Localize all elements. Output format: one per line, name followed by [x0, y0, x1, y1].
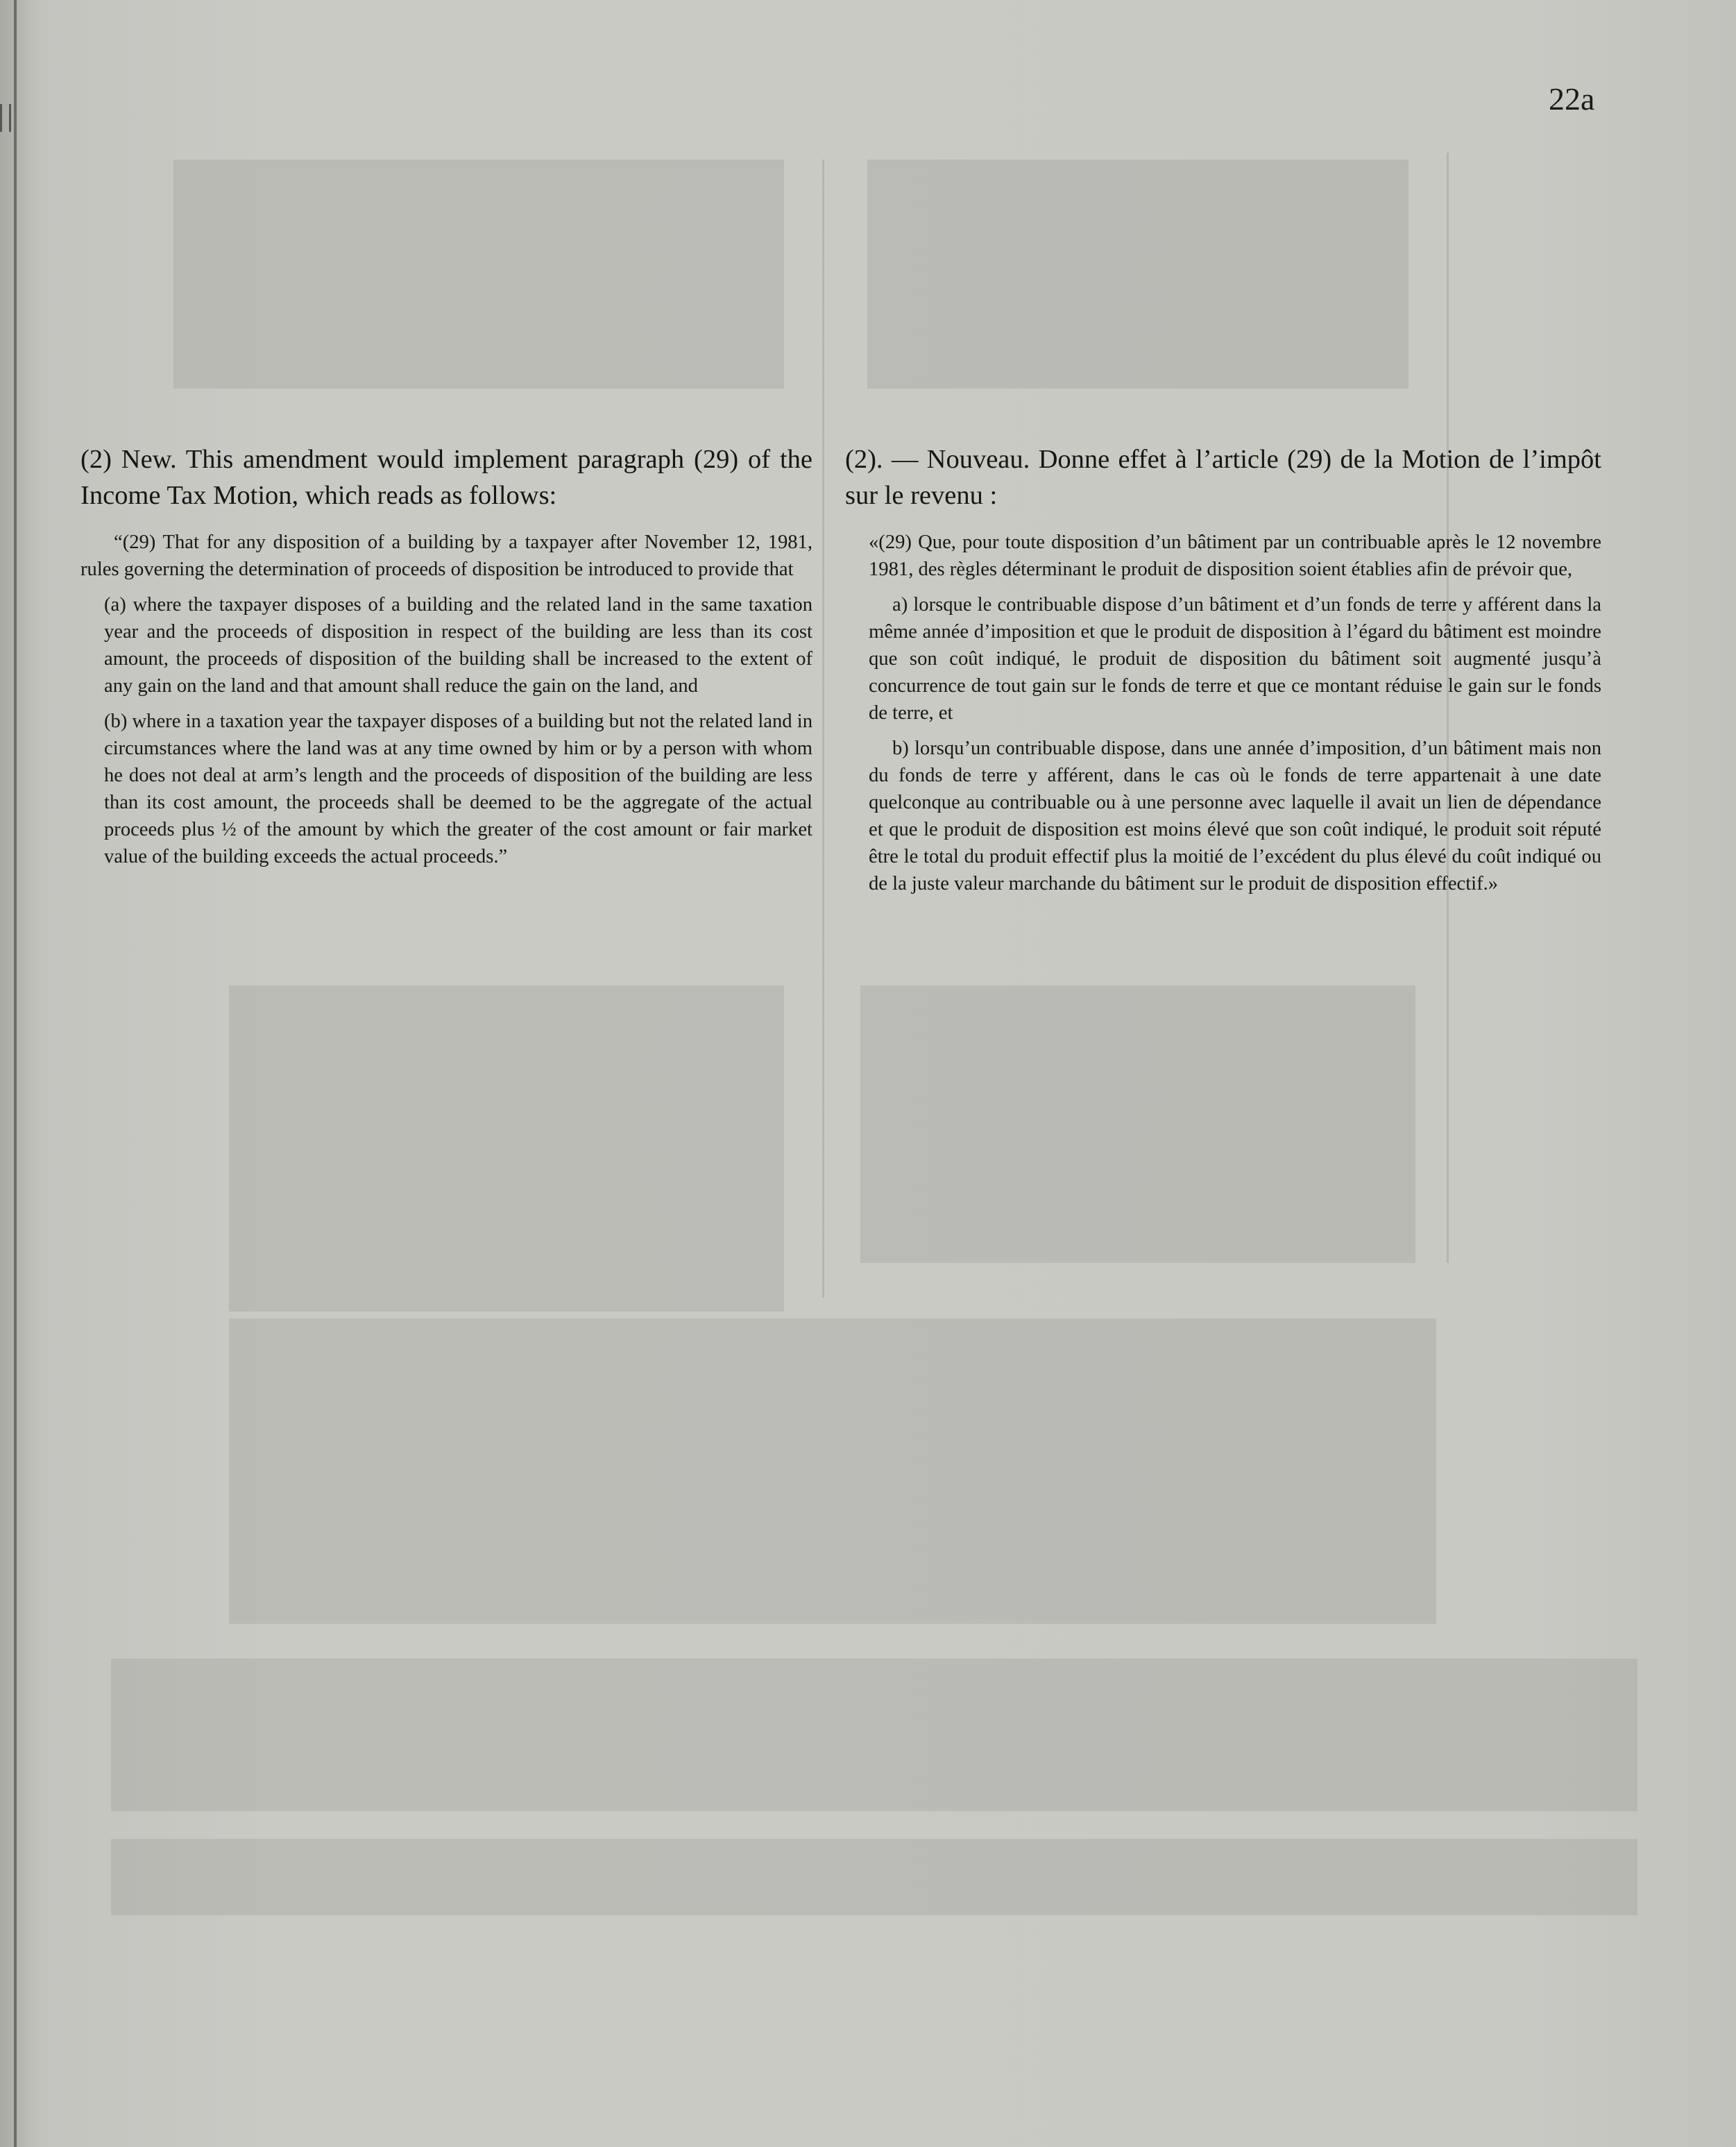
french-quote — [845, 529, 1601, 897]
page-number: 22a — [1549, 81, 1595, 117]
bleed-through-block — [229, 985, 784, 1312]
bleed-through-rule — [822, 160, 824, 1298]
english-quote — [80, 529, 812, 870]
bleed-through-block — [229, 1318, 1436, 1624]
bleed-through-block — [173, 160, 784, 389]
french-column — [845, 441, 1601, 906]
bleed-through-block — [111, 1658, 1637, 1811]
bleed-through-block — [867, 160, 1409, 389]
english-item-a: (a) where the taxpayer disposes of a building and the related land in the same taxation year and the proceeds of disposition in respect of the building are less than its cost amount, the proceeds of disposition of the building shall be increased to the extent of any gain on the land and that amount shall reduce the gain on the land, and — [104, 594, 812, 697]
french-item-b: b) lorsqu’un contribuable dispose, dans une année d’imposition, d’un bâtiment mais non du fonds de terre y afférent, dans le cas où le fonds de terre appartenait à une date quelconque au contribuable ou à une personne avec laquelle il avait un lien de dépendance et que le produit de disposition est moins élevé que son coût indiqué, le produit soit réputé être le total du produit effectif plus la moitié de l’excédent du plus élevé du coût indiqué ou de la juste valeur marchande du bâtiment sur le produit de disposition effectif.» — [869, 738, 1601, 894]
binding-mark — [0, 104, 11, 132]
english-quote-lead: “(29) That for any disposition of a building by a taxpayer after November 12, 1981, rules governing the determination of proceeds of disposition be introduced to provide that — [80, 532, 812, 580]
english-item-b: (b) where in a taxation year the taxpayer disposes of a building but not the related land in circumstances where the land was at any time owned by him or by a person with whom he does not deal at arm’s length and the proceeds of disposition of the building are less than its cost amount, the proceeds shall be deemed to be the aggregate of the actual proceeds plus ½ of the amount by which the greater of the cost amount or fair market value of the building exceeds the actual proceeds.” — [104, 711, 812, 867]
french-intro: (2). — Nouveau. Donne effet à l’article (29) de la Motion de l’impôt sur le revenu : — [845, 445, 1601, 510]
french-quote-lead: «(29) Que, pour toute disposition d’un bâtiment par un contribuable après le 12 novembre 1981, des règles déterminant le produit de disposition soient établies afin de prévoir que, — [869, 532, 1601, 580]
english-column — [80, 441, 812, 879]
french-item-a: a) lorsque le contribuable dispose d’un bâtiment et d’un fonds de terre y afférent dans la même année d’imposition et que le produit de disposition à l’égard du bâtiment est moindre que son coût indiqué, le produit de disposition du bâtiment soit augmenté jusqu’à concurrence de tout gain sur le fonds de terre et que ce montant réduise le gain sur le fonds de terre, et — [869, 594, 1601, 724]
english-intro: (2) New. This amendment would implement paragraph (29) of the Income Tax Motion, which reads as follows: — [80, 445, 812, 510]
bleed-through-block — [111, 1839, 1637, 1915]
bleed-through-block — [860, 985, 1415, 1263]
binding-edge — [14, 0, 17, 2147]
